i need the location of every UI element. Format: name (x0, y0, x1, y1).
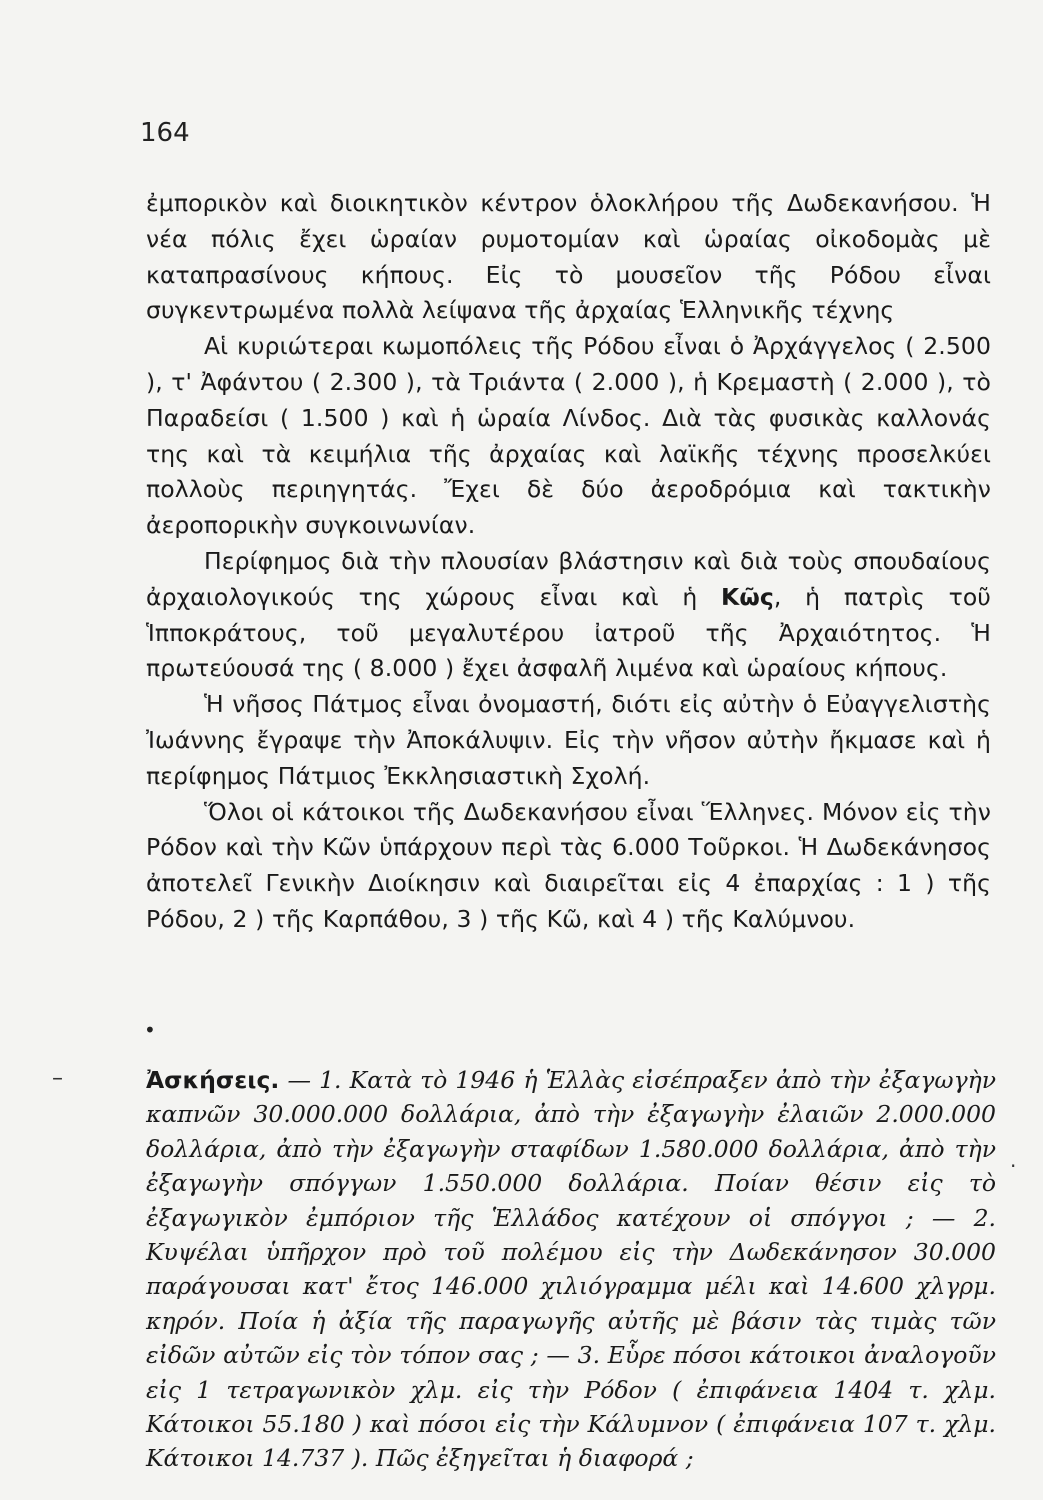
kos-text-start: Περίφημος διὰ τὴν πλουσίαν βλάστησιν καὶ διὰ τοὺς σπουδαίους ἀρχαιολογικούς της χώρους εἶναι καὶ ἡ (146, 546, 991, 611)
paragraph-rhodes-towns: Αἱ κυριώτεραι κωμοπόλεις τῆς Ρόδου εἶναι ὁ Ἀρχάγγελος ( 2.500 ), τ' Ἀφάντου ( 2.300 ), τὰ Τριάντα ( 2.000 ), ἡ Κρεμαστὴ ( 2.000 ), τὸ Παραδείσι ( 1.500 ) καὶ ἡ ὡραία Λίνδος. Διὰ τὰς φυσικὰς καλλονάς της καὶ τὰ κειμήλια τῆς ἀρχαίας καὶ λαϊκῆς τέχνης προσελκύει πολλοὺς περιηγητάς. Ἔχει δὲ δύο ἀεροδρόμια καὶ τακτικὴν ἀεροπορικὴν συγκοινωνίαν. (146, 332, 991, 540)
margin-dot: . (1010, 1148, 1017, 1172)
exercises-text: — 1. Κατὰ τὸ 1946 ἡ Ἑλλὰς εἰσέπραξεν ἀπὸ τὴν ἐξαγωγὴν καπνῶν 30.000.000 δολλάρια, ἀπὸ τὴν ἐξαγωγὴν ἐλαιῶν 2.000.000 δολλάρια, ἀπὸ τὴν ἐξαγωγὴν σταφίδων 1.580.000 δολλάρια, ἀπὸ τὴν ἐξαγωγὴν σπόγγων 1.550.000 δολλάρια. Ποίαν θέσιν εἰς τὸ ἐξαγωγικὸν ἐμπόριον τῆς Ἑλλάδος κατέχουν οἱ σπόγγοι ; — 2. Κυψέλαι ὑπῆρχον πρὸ τοῦ πολέμου εἰς τὴν Δωδεκάνησον 30.000 παράγουσαι κατ' ἔτος 146.000 χιλιόγραμμα μέλι καὶ 14.600 χλγρμ. κηρόν. Ποία ἡ ἀξία τῆς παραγωγῆς αὐτῆς μὲ βάσιν τὰς τιμὰς τῶν εἰδῶν αὐτῶν εἰς τὸν τόπον σας ; — 3. Εὗρε πόσοι κάτοικοι ἀναλογοῦν εἰς 1 τετραγωνικὸν χλμ. εἰς τὴν Ρόδον ( ἐπιφάνεια 1404 τ. χλμ. Κάτοικοι 55.180 ) καὶ πόσοι εἰς τὴν Κάλυμνον ( ἐπιφάνεια 107 τ. χλμ. Κάτοικοι 14.737 ). Πῶς ἐξηγεῖται ἡ διαφορά ; (146, 1066, 996, 1473)
margin-bullet: • (144, 1018, 156, 1042)
margin-dash: – (52, 1066, 63, 1091)
paragraph-patmos: Ἡ νῆσος Πάτμος εἶναι ὀνομαστή, διότι εἰς αὐτὴν ὁ Εὐαγγελιστὴς Ἰωάννης ἔγραψε τὴν Ἀποκάλυψιν. Εἰς τὴν νῆσον αὐτὴν ἤκμασε καὶ ἡ περίφημος Πάτμιος Ἐκκλησιαστικὴ Σχολή. (146, 690, 991, 790)
exercises-heading: Ἀσκήσεις. (146, 1066, 280, 1094)
paragraph-inhabitants: Ὅλοι οἱ κάτοικοι τῆς Δωδεκανήσου εἶναι Ἕλληνες. Μόνον εἰς τὴν Ρόδον καὶ τὴν Κῶν ὑπάρχουν περὶ τὰς 6.000 Τοῦρκοι. Ἡ Δωδεκάνησος ἀποτελεῖ Γενικὴν Διοίκησιν καὶ διαιρεῖται εἰς 4 ἐπαρχίας : 1 ) τῆς Ρόδου, 2 ) τῆς Καρπάθου, 3 ) τῆς Κῶ, καὶ 4 ) τῆς Καλύμνου. (146, 797, 991, 933)
exercises-section (146, 1063, 996, 1476)
page-number: 164 (140, 118, 190, 148)
kos-bold-name: Κῶς (721, 582, 774, 611)
paragraph-kos (146, 544, 991, 687)
paragraph-rhodes-city: ἐμπορικὸν καὶ διοικητικὸν κέντρον ὁλοκλήρου τῆς Δωδεκανήσου. Ἡ νέα πόλις ἔχει ὡραίαν ρυμοτομίαν καὶ ὡραίας οἰκοδομὰς μὲ καταπρασίνους κήπους. Εἰς τὸ μουσεῖον τῆς Ρόδου εἶναι συγκεντρωμένα πολλὰ λείψανα τῆς ἀρχαίας Ἑλληνικῆς τέχνης (146, 189, 991, 325)
kos-text-end: , ἡ πατρὶς τοῦ Ἱπποκράτους, τοῦ μεγαλυτέρου ἰατροῦ τῆς Ἀρχαιότητος. Ἡ πρωτεύουσά της ( 8.000 ) ἔχει ἀσφαλῆ λιμένα καὶ ὡραίους κήπους. (146, 582, 992, 683)
main-text (146, 186, 991, 938)
